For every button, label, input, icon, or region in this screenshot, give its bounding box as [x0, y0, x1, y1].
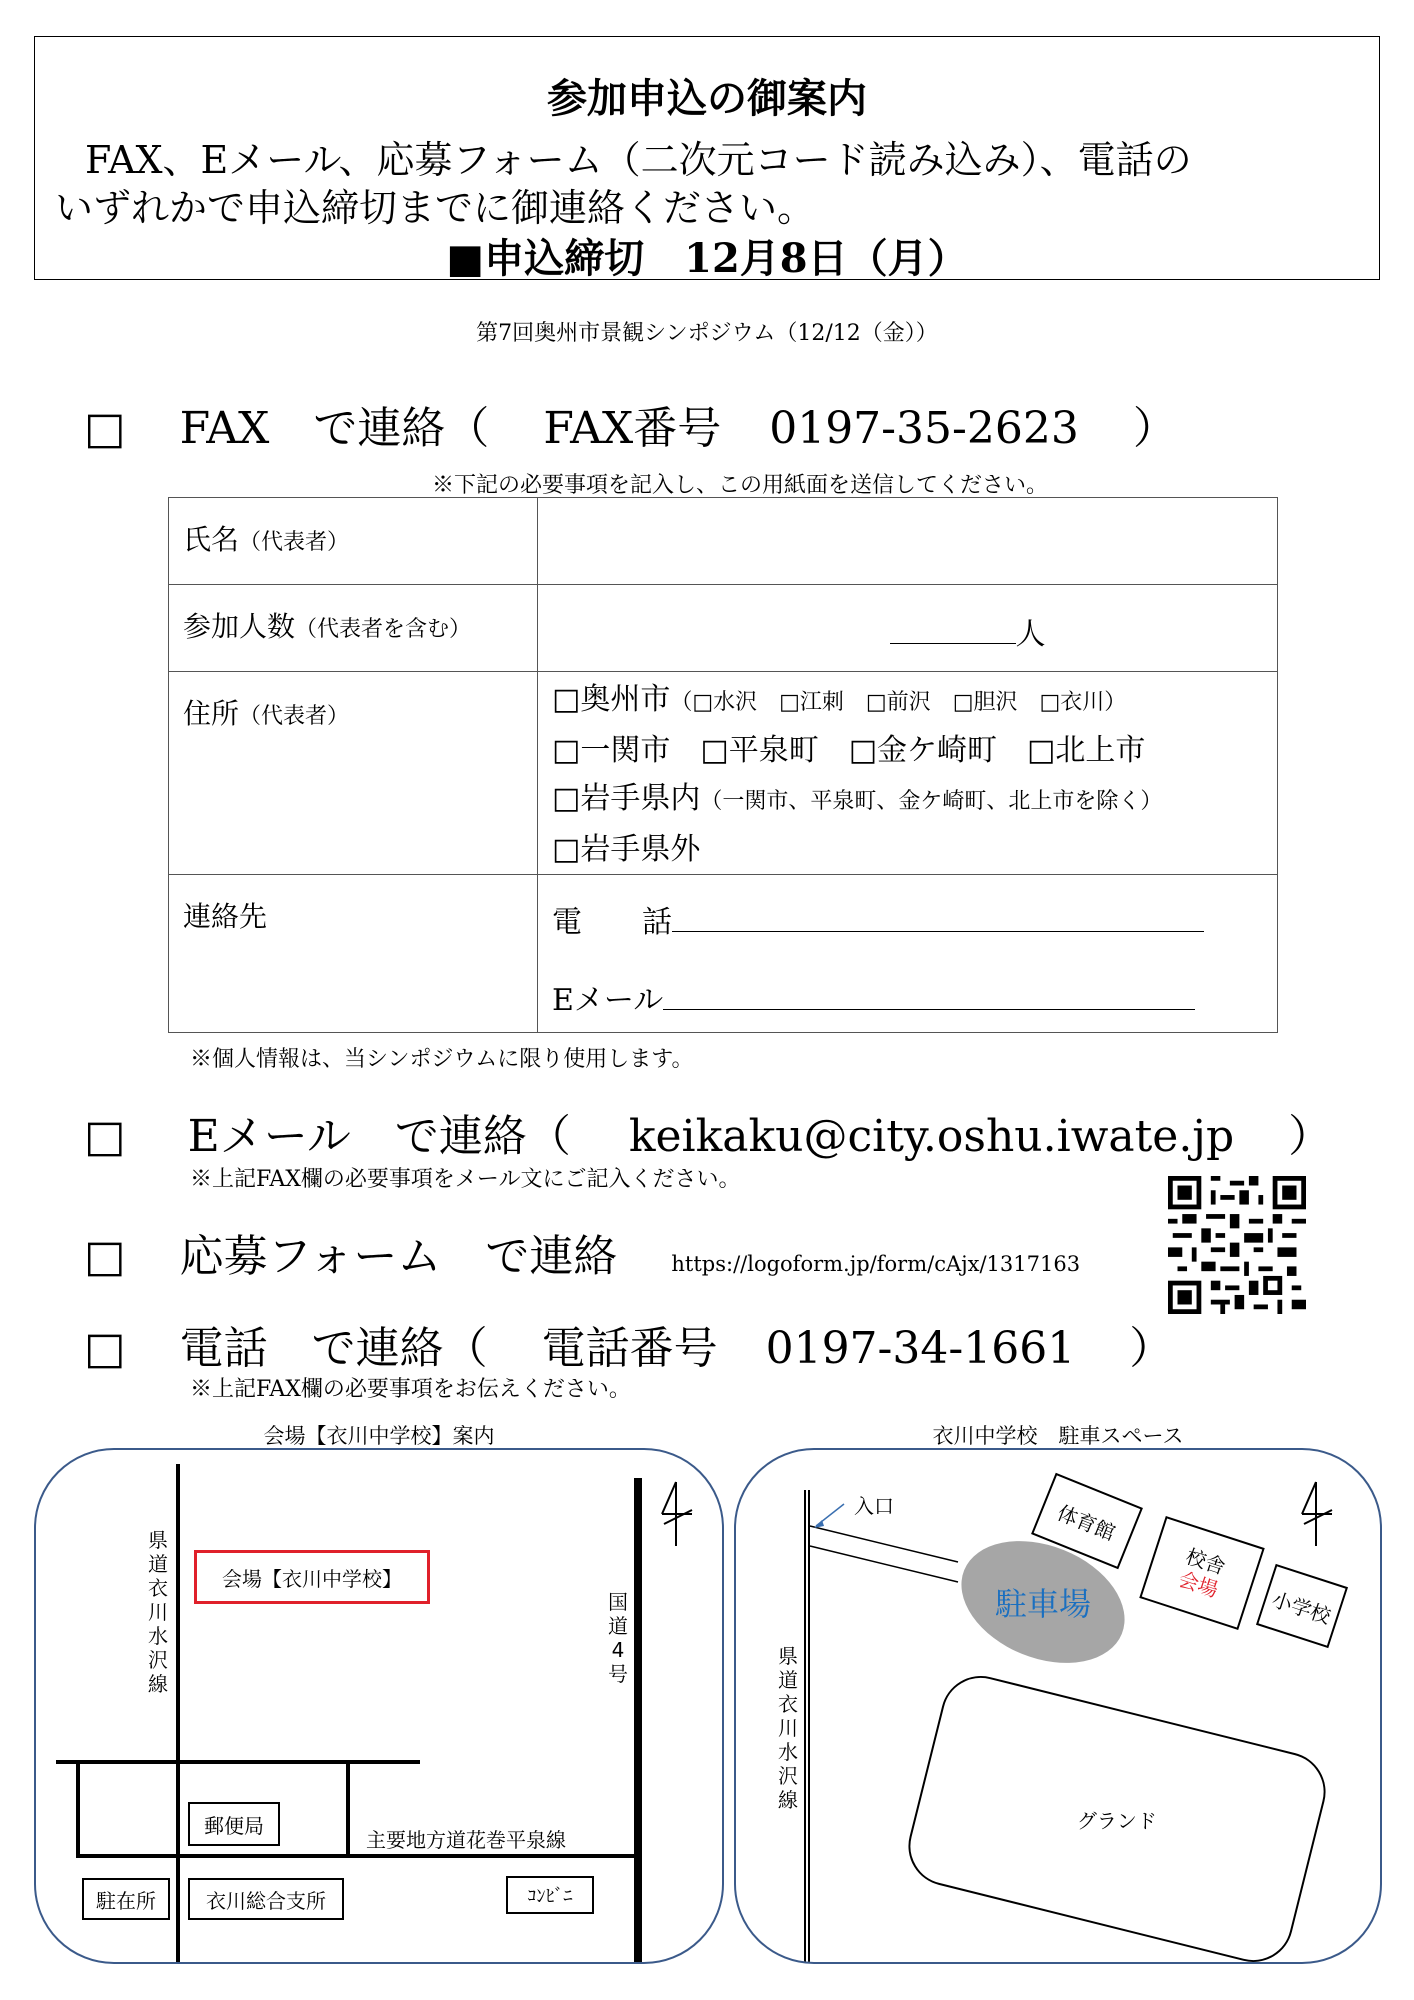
pref-road-label: 県道衣川水沢線 [148, 1528, 168, 1696]
address-label: 住所 [183, 697, 240, 730]
header-box [34, 36, 1380, 280]
page-title: 参加申込の御案内 [547, 76, 867, 122]
school-label: 校舎 [1182, 1543, 1229, 1580]
address-label-cell [169, 672, 538, 875]
addr-oshu[interactable]: □奥州市 [552, 682, 671, 717]
entrance-label: 入口 [854, 1494, 894, 1518]
event-title: 第7回奥州市景観シンポジウム（12/12（金）） [476, 321, 938, 346]
contact-fields [538, 875, 1278, 1033]
count-blank[interactable] [890, 613, 1016, 644]
email-option [84, 1100, 1332, 1164]
count-label-cell [169, 585, 538, 672]
north-arrow-icon-2 [1296, 1480, 1336, 1548]
phone-close: ） [1129, 1323, 1174, 1374]
main-road-label: 主要地方道花巻平泉線 [366, 1828, 566, 1852]
venue-map [34, 1448, 724, 1964]
national-road-line [634, 1478, 642, 1964]
email-method: Eメール で連絡（ [187, 1111, 571, 1162]
email-note: ※上記FAX欄の必要事項をメール文にご記入ください。 [190, 1167, 741, 1192]
main-road-line [76, 1854, 636, 1858]
phone-number-label: 電話番号 [541, 1323, 718, 1374]
email-blank[interactable] [663, 977, 1195, 1010]
convenience-store-label: ｺﾝﾋﾞﾆ [506, 1876, 594, 1914]
pref-road-label-2: 県道衣川水沢線 [778, 1644, 798, 1812]
addr-line2[interactable]: □一関市 □平泉町 □金ケ崎町 □北上市 [552, 733, 1146, 768]
count-unit: 人 [1015, 617, 1046, 652]
header-text-line1: FAX、Eメール、応募フォーム（二次元コード読み込み）、電話の [85, 138, 1192, 182]
name-sub: （代表者） [239, 530, 350, 555]
phone-option [84, 1312, 1173, 1376]
fax-close: ） [1132, 403, 1177, 454]
webform-checkbox[interactable]: □ [84, 1231, 126, 1282]
qr-code-icon[interactable] [1168, 1176, 1306, 1314]
elementary-label: 小学校 [1269, 1586, 1334, 1629]
fax-option [84, 392, 1177, 456]
pref-road-line [176, 1464, 180, 1964]
email-address[interactable]: keikaku@city.oshu.iwate.jp [628, 1111, 1235, 1162]
addr-iwate-in-sub: （一関市、平泉町、金ケ崎町、北上市を除く） [700, 789, 1163, 814]
contact-label: 連絡先 [183, 900, 268, 933]
name-label: 氏名 [183, 523, 240, 556]
email-checkbox[interactable]: □ [84, 1111, 126, 1162]
webform-method: 応募フォーム で連絡 [179, 1231, 618, 1282]
webform-url[interactable]: https://logoform.jp/form/cAjx/1317163 [671, 1252, 1081, 1276]
addr-iwate-in[interactable]: □岩手県内 [552, 781, 701, 816]
fax-number: 0197-35-2623 [769, 403, 1079, 454]
fax-method: FAX で連絡（ [179, 403, 490, 454]
map1-caption: 会場【衣川中学校】案内 [263, 1424, 495, 1448]
police-box-label: 駐在所 [82, 1878, 170, 1920]
count-field[interactable] [538, 585, 1278, 672]
count-sub: （代表者を含む） [295, 617, 472, 642]
application-form [168, 497, 1278, 1033]
loop-road-right [346, 1760, 350, 1856]
ground-label: グランド [1077, 1808, 1157, 1833]
venue-label: 会場【衣川中学校】 [194, 1550, 430, 1604]
cross-road-line [56, 1760, 420, 1764]
deadline: ■申込締切 12月8日（月） [446, 235, 968, 282]
phone-blank[interactable] [672, 899, 1204, 932]
phone-number: 0197-34-1661 [765, 1323, 1076, 1374]
privacy-note: ※個人情報は、当シンポジウムに限り使用します。 [190, 1047, 694, 1072]
national-road-label: 国道4号 [608, 1590, 628, 1686]
name-label-cell [169, 498, 538, 585]
email-label: Eメール [552, 983, 664, 1018]
name-field[interactable] [538, 498, 1278, 585]
phone-label: 電 話 [552, 905, 672, 940]
phone-method: 電話 で連絡（ [179, 1323, 488, 1374]
address-options [538, 672, 1278, 875]
contact-label-cell [169, 875, 538, 1033]
parking-label: 駐車場 [994, 1584, 1092, 1623]
fax-number-label: FAX番号 [543, 403, 722, 454]
email-close: ） [1288, 1111, 1333, 1162]
phone-note: ※上記FAX欄の必要事項をお伝えください。 [190, 1377, 631, 1402]
venue-mark-label: 会場 [1175, 1566, 1222, 1603]
fax-checkbox[interactable]: □ [84, 403, 126, 454]
address-sub: （代表者） [239, 704, 350, 729]
post-office-label: 郵便局 [188, 1802, 280, 1846]
gym-label: 体育館 [1054, 1500, 1119, 1545]
header-text-line2: いずれかで申込締切までに御連絡ください。 [55, 186, 816, 230]
north-arrow-icon [656, 1480, 696, 1548]
map2-caption: 衣川中学校 駐車スペース [932, 1424, 1184, 1448]
phone-checkbox[interactable]: □ [84, 1323, 126, 1374]
addr-iwate-out[interactable]: □岩手県外 [552, 832, 701, 867]
branch-office-label: 衣川総合支所 [188, 1878, 344, 1920]
parking-map [734, 1448, 1382, 1964]
fax-note: ※下記の必要事項を記入し、この用紙面を送信してください。 [431, 473, 1048, 498]
loop-road-left [76, 1760, 80, 1856]
count-label: 参加人数 [183, 610, 296, 643]
addr-oshu-sub[interactable]: （□水沢 □江刺 □前沢 □胆沢 □衣川） [670, 690, 1127, 715]
webform-option [84, 1220, 1080, 1284]
